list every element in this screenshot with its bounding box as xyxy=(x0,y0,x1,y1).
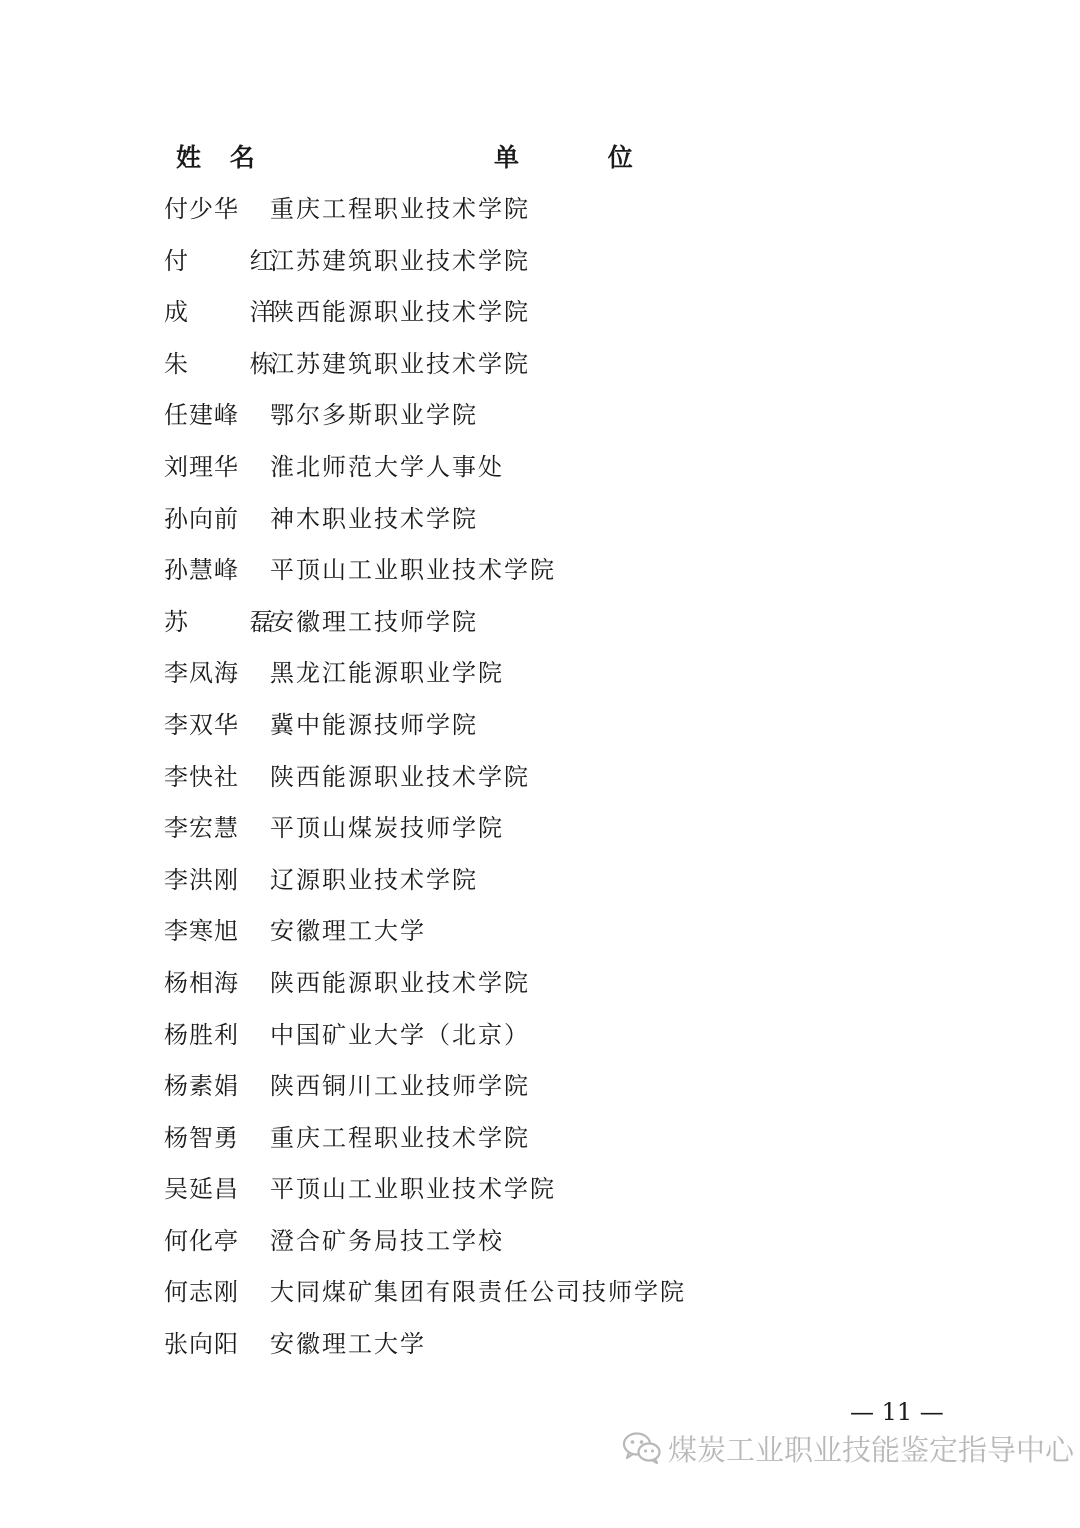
affiliation: 陕西能源职业技术学院 xyxy=(270,968,530,997)
person-name: 李洪刚 xyxy=(164,865,239,894)
list-item xyxy=(0,190,1080,242)
affiliation: 安徽理工技师学院 xyxy=(270,607,478,636)
affiliation: 重庆工程职业技术学院 xyxy=(270,195,530,223)
name-column-header: 姓 名 xyxy=(176,143,265,172)
list-item xyxy=(0,1273,1080,1325)
person-name: 杨相海 xyxy=(164,968,239,997)
affiliation: 鄂尔多斯职业学院 xyxy=(270,401,478,430)
table-header xyxy=(0,138,1080,178)
list-item xyxy=(0,1119,1080,1171)
person-name: 李快社 xyxy=(164,762,239,791)
page-number: — 11 — xyxy=(850,1398,944,1426)
affiliation: 中国矿业大学（北京） xyxy=(270,1020,530,1049)
list-item xyxy=(0,1016,1080,1068)
person-name: 任建峰 xyxy=(164,401,239,430)
list-item xyxy=(0,1325,1080,1377)
list-item xyxy=(0,551,1080,603)
list-item xyxy=(0,242,1080,294)
affiliation: 淮北师范大学人事处 xyxy=(270,452,504,481)
watermark xyxy=(622,1428,1074,1468)
person-name: 付 红 xyxy=(164,246,301,275)
list-item xyxy=(0,861,1080,913)
watermark-text: 煤炭工业职业技能鉴定指导中心 xyxy=(668,1432,1075,1467)
affiliation: 安徽理工大学 xyxy=(270,1330,426,1359)
person-name: 何化亭 xyxy=(164,1226,239,1255)
unit-column-header: 单 位 xyxy=(494,143,673,172)
list-item xyxy=(0,809,1080,861)
list-item xyxy=(0,345,1080,397)
person-name: 何志刚 xyxy=(164,1278,239,1307)
person-name: 李寒旭 xyxy=(164,917,239,946)
affiliation: 陕西铜川工业技师学院 xyxy=(270,1072,530,1101)
list-item xyxy=(0,706,1080,758)
affiliation: 江苏建筑职业技术学院 xyxy=(270,246,530,275)
list-item xyxy=(0,964,1080,1016)
name-list xyxy=(0,190,1080,1377)
person-name: 杨智勇 xyxy=(164,1123,239,1152)
person-name: 杨胜利 xyxy=(164,1020,239,1049)
list-item xyxy=(0,396,1080,448)
affiliation: 安徽理工大学 xyxy=(270,917,426,946)
list-item xyxy=(0,603,1080,655)
person-name: 李凤海 xyxy=(164,659,239,688)
person-name: 张向阳 xyxy=(164,1330,239,1359)
person-name: 孙向前 xyxy=(164,504,239,533)
affiliation: 辽源职业技术学院 xyxy=(270,865,478,894)
list-item xyxy=(0,1067,1080,1119)
affiliation: 平顶山煤炭技师学院 xyxy=(270,814,504,843)
person-name: 刘理华 xyxy=(164,452,239,481)
affiliation: 黑龙江能源职业学院 xyxy=(270,659,504,688)
list-item xyxy=(0,1170,1080,1222)
affiliation: 冀中能源技师学院 xyxy=(270,710,478,739)
person-name: 孙慧峰 xyxy=(164,556,239,585)
person-name: 付少华 xyxy=(164,195,239,223)
person-name: 杨素娟 xyxy=(164,1072,239,1101)
affiliation: 重庆工程职业技术学院 xyxy=(270,1123,530,1152)
list-item xyxy=(0,654,1080,706)
person-name: 朱 栋 xyxy=(164,349,301,378)
person-name: 李宏慧 xyxy=(164,814,239,843)
list-item xyxy=(0,912,1080,964)
affiliation: 江苏建筑职业技术学院 xyxy=(270,349,530,378)
list-item xyxy=(0,448,1080,500)
affiliation: 平顶山工业职业技术学院 xyxy=(270,556,556,585)
affiliation: 澄合矿务局技工学校 xyxy=(270,1226,504,1255)
person-name: 吴延昌 xyxy=(164,1175,239,1204)
list-item xyxy=(0,500,1080,552)
list-item xyxy=(0,293,1080,345)
affiliation: 神木职业技术学院 xyxy=(270,504,478,533)
person-name: 李双华 xyxy=(164,710,239,739)
person-name: 成 洋 xyxy=(164,298,301,327)
affiliation: 陕西能源职业技术学院 xyxy=(270,762,530,791)
affiliation: 大同煤矿集团有限责任公司技师学院 xyxy=(270,1278,686,1307)
list-item xyxy=(0,1222,1080,1274)
affiliation: 平顶山工业职业技术学院 xyxy=(270,1175,556,1204)
wechat-icon xyxy=(622,1431,662,1465)
list-item xyxy=(0,758,1080,810)
person-name: 苏 磊 xyxy=(164,607,301,636)
affiliation: 陕西能源职业技术学院 xyxy=(270,298,530,327)
